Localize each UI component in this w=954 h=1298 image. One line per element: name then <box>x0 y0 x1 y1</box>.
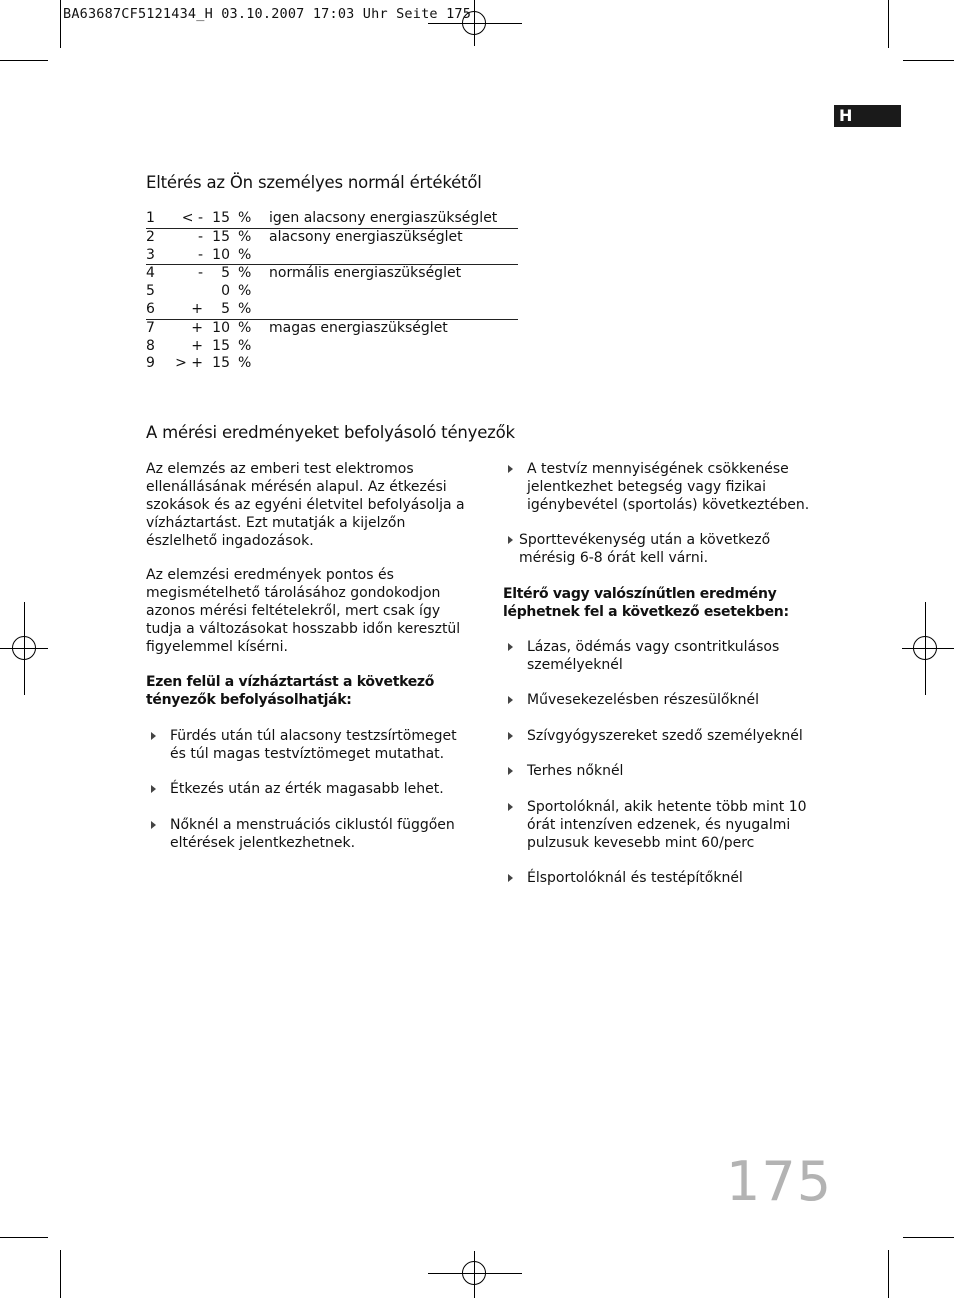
list-item-text: Művesekezelésben részesülőknél <box>527 692 759 708</box>
row-description: igen alacsony energiaszükséglet <box>269 210 498 226</box>
table-row <box>146 283 518 301</box>
table-row <box>146 229 518 247</box>
list-item-text: A testvíz mennyiségének csökkenése jelentkezhet betegség vagy fizikai igénybevétel (sportolás) következtében. <box>527 461 810 513</box>
table-row <box>146 265 518 283</box>
bullet-triangle-icon <box>508 767 513 775</box>
row-unit: % <box>238 337 252 354</box>
crop-mark <box>903 1237 954 1238</box>
list-item <box>508 639 828 675</box>
bullet-triangle-icon <box>508 732 513 740</box>
list-item <box>508 799 828 853</box>
row-unit: % <box>238 228 252 245</box>
bullet-triangle-icon <box>151 732 156 740</box>
table-row <box>146 210 518 229</box>
crop-mark <box>60 0 61 48</box>
list-item <box>508 728 828 746</box>
row-sign: + <box>191 337 203 354</box>
row-description: normális energiaszükséglet <box>269 265 462 282</box>
bullet-triangle-icon <box>508 465 513 473</box>
row-value: 15 <box>212 355 230 372</box>
row-unit: % <box>238 319 252 336</box>
registration-circle <box>462 1261 486 1285</box>
crop-mark <box>0 1237 48 1238</box>
row-sign: + <box>191 300 203 317</box>
bullet-triangle-icon <box>508 696 513 704</box>
bullet-triangle-icon <box>151 785 156 793</box>
list-item <box>508 870 828 888</box>
table-row <box>146 338 518 356</box>
row-number: 4 <box>146 265 155 282</box>
row-value: 10 <box>212 319 230 336</box>
row-number: 6 <box>146 300 155 317</box>
row-description: alacsony energiaszükséglet <box>269 228 463 245</box>
left-subheading: Ezen felül a vízháztartást a következő tényezők befolyásolhatják: <box>146 674 435 708</box>
list-item <box>508 692 828 710</box>
section-title-deviation: Eltérés az Ön személyes normál értékétől <box>146 173 482 192</box>
storage-paragraph: Az elemzési eredmények pontos és megismételhető tárolásához gondokodjon azonos mérési feltételekről, mert csak így tudja a változásokat hosszabb időn keresztül figyelemmel kísérni. <box>146 567 461 655</box>
row-value: 15 <box>212 228 230 245</box>
row-value: 5 <box>221 265 230 282</box>
row-sign: - <box>197 265 203 282</box>
row-number: 7 <box>146 319 155 336</box>
row-number: 8 <box>146 337 155 354</box>
row-unit: % <box>238 355 252 372</box>
row-number: 5 <box>146 283 155 300</box>
row-number: 3 <box>146 246 155 263</box>
row-unit: % <box>238 210 252 226</box>
row-number: 9 <box>146 355 155 372</box>
row-unit: % <box>238 246 252 263</box>
list-item-text: Sporttevékenység után a következő mérésig 6-8 órát kell várni. <box>519 532 771 566</box>
list-item-text: Terhes nőknél <box>527 763 624 779</box>
list-item-text: Fürdés után túl alacsony testzsírtömeget és túl magas testvíztömeget mutathat. <box>170 728 457 762</box>
list-item-text: Szívgyógyszereket szedő személyeknél <box>527 728 803 744</box>
crop-mark <box>888 0 889 48</box>
bullet-triangle-icon <box>508 874 513 882</box>
table-row <box>146 247 518 266</box>
bullet-triangle-icon <box>508 803 513 811</box>
list-item <box>508 532 828 568</box>
list-item <box>151 728 476 764</box>
list-item <box>508 763 828 781</box>
bullet-triangle-icon <box>151 821 156 829</box>
page-number: 175 <box>726 1150 833 1213</box>
row-number: 2 <box>146 228 155 245</box>
registration-circle <box>913 636 937 660</box>
crop-mark <box>888 1250 889 1298</box>
row-unit: % <box>238 300 252 317</box>
print-slug: BA63687CF5121434_H 03.10.2007 17:03 Uhr Seite 175 <box>63 6 472 22</box>
row-sign: > + <box>175 355 203 372</box>
row-value: 5 <box>221 300 230 317</box>
list-item <box>151 817 476 853</box>
deviation-table <box>146 210 518 373</box>
crop-mark <box>903 60 954 61</box>
bullet-triangle-icon <box>508 643 513 651</box>
row-sign: + <box>191 319 203 336</box>
row-sign: - <box>197 228 203 245</box>
crop-mark <box>0 60 48 61</box>
list-item-text: Lázas, ödémás vagy csontritkulásos személyeknél <box>527 639 780 673</box>
list-item <box>151 781 476 799</box>
list-item-text: Sportolóknál, akik hetente több mint 10 órát intenzíven edzenek, és nyugalmi pulzusuk kevesebb mint 60/perc <box>527 799 807 851</box>
list-item <box>508 461 828 515</box>
row-description: magas energiaszükséglet <box>269 319 448 336</box>
section-title-factors: A mérési eredményeket befolyásoló tényezők <box>146 423 515 442</box>
intro-paragraph: Az elemzés az emberi test elektromos ellenállásának mérésén alapul. Az étkezési szokások és az egyéni életvitel befolyásolja a vízháztartást. Ezt mutatják a kijelzőn észlelhető ingadozások. <box>146 461 465 549</box>
registration-circle <box>12 636 36 660</box>
language-tab: H <box>834 105 901 127</box>
table-row <box>146 355 518 373</box>
row-value: 10 <box>212 246 230 263</box>
row-number: 1 <box>146 210 155 226</box>
table-row <box>146 301 518 320</box>
right-subheading: Eltérő vagy valószínűtlen eredmény léphetnek fel a következő esetekben: <box>503 586 789 620</box>
row-value: 0 <box>221 283 230 300</box>
row-value: 15 <box>212 337 230 354</box>
row-sign: < - <box>181 210 203 226</box>
row-unit: % <box>238 283 252 300</box>
bullet-triangle-icon <box>508 536 513 544</box>
list-item-text: Élsportolóknál és testépítőknél <box>527 870 743 886</box>
list-item-text: Étkezés után az érték magasabb lehet. <box>170 781 444 797</box>
row-sign: - <box>197 246 203 263</box>
row-unit: % <box>238 265 252 282</box>
list-item-text: Nőknél a menstruációs ciklustól függően eltérések jelentkezhetnek. <box>170 817 455 851</box>
crop-mark <box>60 1250 61 1298</box>
table-row <box>146 320 518 338</box>
row-value: 15 <box>212 210 230 226</box>
